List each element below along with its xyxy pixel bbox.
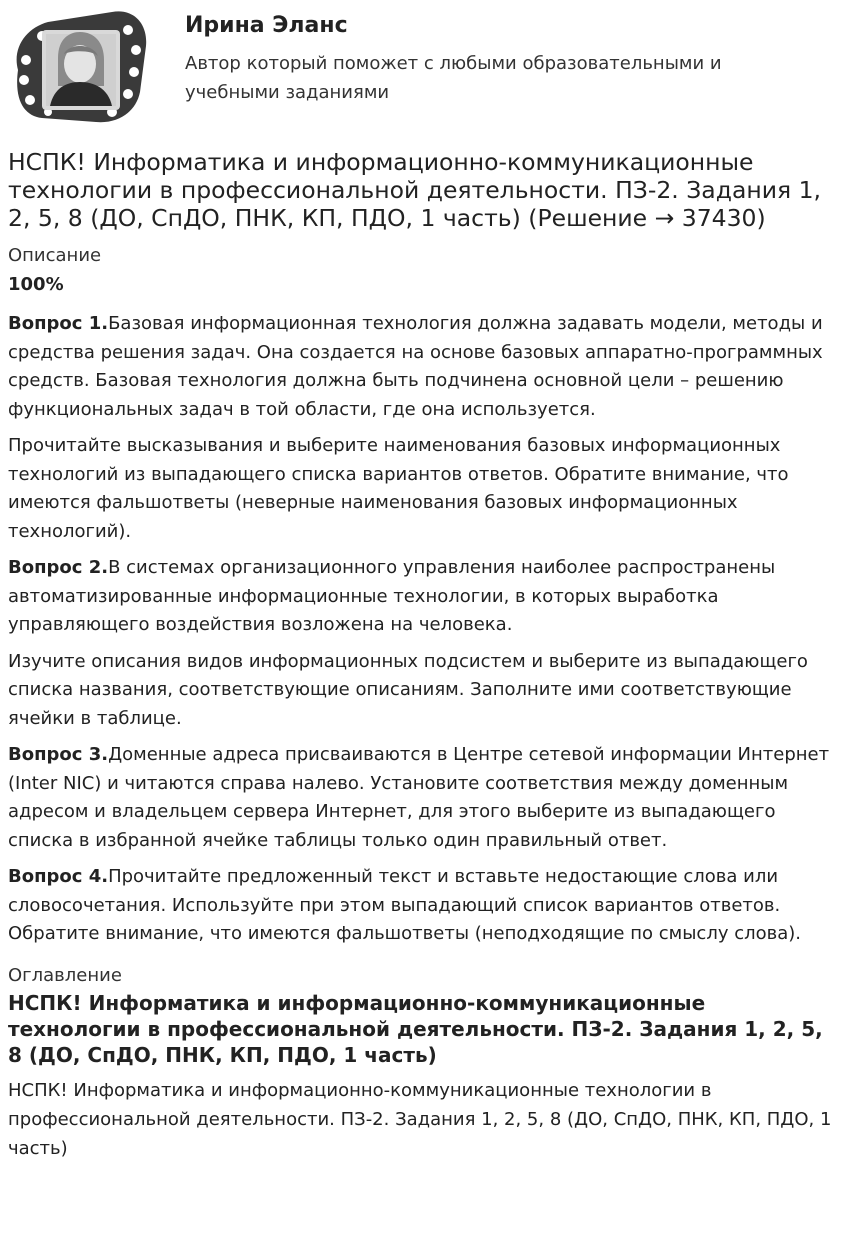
question-3-text: Доменные адреса присваиваются в Центре сетевой информации Интернет (Inter NIC) и читаются справа налево. Установите соответствия между доменным адресом и владельцем сервера Интернет, для этого выберите из выпадающего списка в избранной ячейке таблицы только один правильный ответ. bbox=[8, 744, 830, 851]
question-3-label: Вопрос 3. bbox=[8, 744, 109, 765]
question-3 bbox=[8, 741, 840, 855]
author-avatar[interactable] bbox=[8, 8, 150, 126]
author-name[interactable]: Ирина Эланс bbox=[185, 13, 348, 38]
question-2-text: В системах организационного управления наиболее распространены автоматизированные информационные технологии, в которых выработка управляющего воздействия возложена на человека. bbox=[8, 557, 776, 635]
author-block bbox=[0, 0, 847, 130]
question-1-label: Вопрос 1. bbox=[8, 313, 109, 334]
question-4 bbox=[8, 863, 840, 949]
question-1-extra: Прочитайте высказывания и выберите наименования базовых информационных технологий из выпадающего списка вариантов ответов. Обратите внимание, что имеются фальшответы (неверные наименования базовых информационных технологий). bbox=[8, 435, 789, 542]
portrait-photo bbox=[46, 32, 116, 106]
description-label: Описание bbox=[8, 245, 102, 266]
question-1-text: Базовая информационная технология должна задавать модели, методы и средства решения задач. Она создается на основе базовых аппаратно-программных средств. Базовая технология должна быть подчинена основной цели – решению функциональных задач в той области, где она используется. bbox=[8, 313, 823, 420]
question-4-label: Вопрос 4. bbox=[8, 866, 109, 887]
question-2-label: Вопрос 2. bbox=[8, 557, 109, 578]
completion-value: 100% bbox=[8, 274, 64, 295]
toc-item: НСПК! Информатика и информационно-коммуникационные технологии в профессиональной деятельности. ПЗ-2. Задания 1, 2, 5, 8 (ДО, СпДО, ПНК, КП, ПДО, 1 часть) bbox=[8, 1079, 832, 1159]
question-1 bbox=[8, 310, 840, 424]
work-content bbox=[8, 148, 840, 1163]
toc-title: НСПК! Информатика и информационно-коммуникационные технологии в профессиональной деятельности. ПЗ-2. Задания 1, 2, 5, 8 (ДО, СпДО, ПНК, КП, ПДО, 1 часть) bbox=[8, 990, 823, 1067]
question-2 bbox=[8, 554, 840, 640]
question-4-text: Прочитайте предложенный текст и вставьте недостающие слова или словосочетания. Используйте при этом выпадающий список вариантов ответов. Обратите внимание, что имеются фальшответы (неподходящие по смыслу слова). bbox=[8, 866, 801, 944]
author-description: Автор который поможет с любыми образовательными и учебными заданиями bbox=[185, 53, 722, 103]
toc-label: Оглавление bbox=[8, 964, 122, 986]
page-title: НСПК! Информатика и информационно-коммуникационные технологии в профессиональной деятельности. ПЗ-2. Задания 1, 2, 5, 8 (ДО, СпДО, ПНК, КП, ПДО, 1 часть) (Решение → 37430) bbox=[8, 148, 822, 232]
question-2-extra: Изучите описания видов информационных подсистем и выберите из выпадающего списка названия, соответствующие описаниям. Заполните ими соответствующие ячейки в таблице. bbox=[8, 650, 808, 729]
